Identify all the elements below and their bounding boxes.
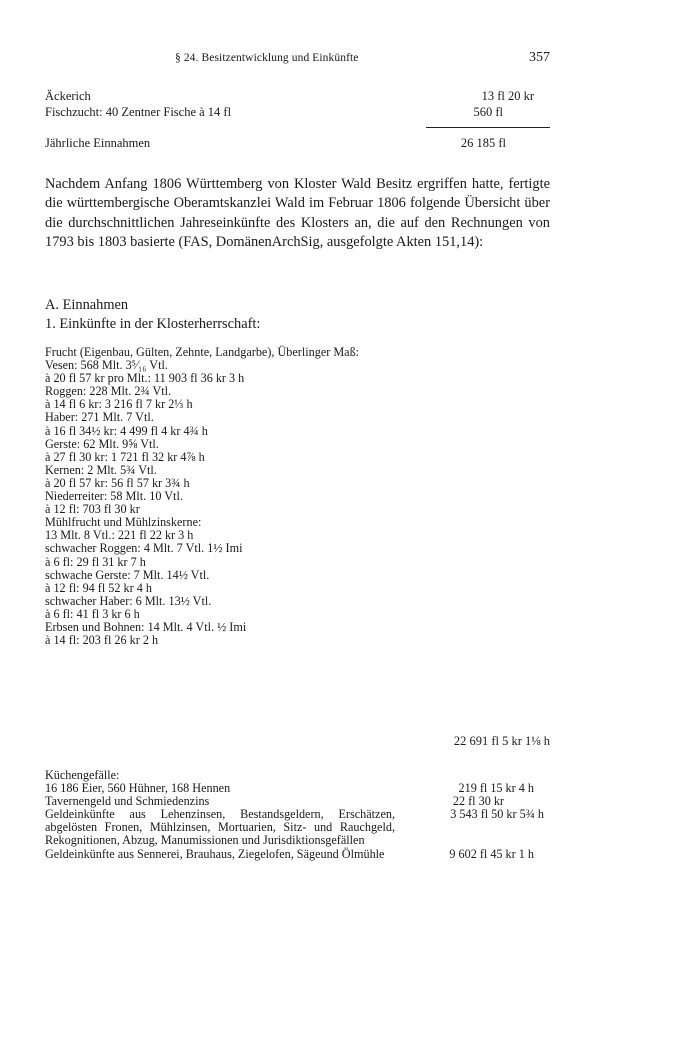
page-number: 357 — [529, 50, 550, 65]
list-item: Frucht (Eigenbau, Gülten, Zehnte, Landgarbe), Überlinger Maß: — [45, 345, 360, 359]
table-row — [45, 104, 550, 120]
row-label: Äckerich — [45, 89, 91, 103]
list-item: à 14 fl 6 kr: 3 216 fl 7 kr 2⅓ h — [45, 397, 193, 412]
body-paragraph: Nachdem Anfang 1806 Württemberg von Kloster Wald Besitz ergriffen hatte, fertigte die württembergische Oberamtskanzlei Wald im Februar 1806 folgende Übersicht über die durchschnittlichen Jahreseinkünfte des Klosters an, die auf den Rechnungen von 1793 bis 1803 basierte (FAS, DomänenArchSig, ausgefolgte Akten 151,14): — [45, 176, 550, 250]
table-row — [45, 88, 550, 104]
sum-rule — [426, 127, 550, 128]
income-entry-amount: 9 602 fl 45 kr 1 h — [449, 846, 534, 861]
row-label: Fischzucht: 40 Zentner Fische à 14 fl — [45, 105, 232, 119]
list-item: Roggen: 228 Mlt. 2¾ Vtl. — [45, 384, 172, 399]
kuechengefaelle-label: Küchengefälle: — [45, 768, 120, 782]
income-entry-text: Geldeinkünfte aus Sennerei, Brauhaus, Ziegelofen, Sägeund Ölmühle — [45, 846, 385, 861]
total-label: Jährliche Einnahmen — [45, 136, 151, 150]
income-entry-text: Tavernengeld und Schmiedenzins — [45, 794, 210, 809]
income-entry-amount: 219 fl 15 kr 4 h — [458, 781, 534, 796]
list-item: à 20 fl 57 kr pro Mlt.: 11 903 fl 36 kr 3 h — [45, 371, 245, 386]
list-item: à 20 fl 57 kr: 56 fl 57 kr 3¾ h — [45, 475, 190, 490]
row-value: 560 fl — [473, 105, 503, 119]
list-item: schwache Gerste: 7 Mlt. 14½ Vtl. — [45, 567, 210, 582]
list-item: schwacher Haber: 6 Mlt. 13½ Vtl. — [45, 593, 212, 608]
section-heading-1: 1. Einkünfte in der Klosterherrschaft: — [45, 316, 261, 332]
list-item: Kernen: 2 Mlt. 5¾ Vtl. — [45, 462, 157, 477]
total-row — [45, 135, 550, 151]
income-block — [45, 769, 550, 861]
frucht-list — [45, 346, 550, 647]
income-entry — [45, 848, 550, 861]
list-item: Haber: 271 Mlt. 7 Vtl. — [45, 410, 154, 425]
book-page — [45, 0, 550, 1042]
income-entry-amount: 22 fl 30 kr — [452, 794, 504, 809]
list-item: à 12 fl: 94 fl 52 kr 4 h — [45, 580, 152, 595]
list-item: à 12 fl: 703 fl 30 kr — [45, 502, 140, 517]
income-entry-amount: 3 543 fl 50 kr 5¾ h — [450, 807, 544, 822]
list-item: à 6 fl: 41 fl 3 kr 6 h — [45, 606, 140, 621]
frucht-total: 22 691 fl 5 kr 1⅛ h — [453, 734, 550, 748]
total-value: 26 185 fl — [460, 136, 506, 150]
row-value: 13 fl 20 kr — [481, 89, 534, 103]
list-item: Vesen: 568 Mlt. 3⁵⁄₁₆ Vtl. — [45, 358, 168, 373]
list-item: 13 Mlt. 8 Vtl.: 221 fl 22 kr 3 h — [45, 528, 194, 543]
income-entry-text: Geldeinkünfte aus Lehenzinsen, Bestandsgeldern, Erschätzen, abgelösten Fronen, Mühlzinsen, Mortuarien, Sitz- und Rauchgeld, Rekognitionen, Abzug, Manumissionen und Jurisdiktionsgefällen — [45, 807, 395, 848]
income-entry-text: 16 186 Eier, 560 Hühner, 168 Hennen — [45, 781, 231, 796]
list-item: à 16 fl 34½ kr: 4 499 fl 4 kr 4¾ h — [45, 423, 208, 438]
list-item: Gerste: 62 Mlt. 9⅝ Vtl. — [45, 436, 159, 451]
income-entry — [45, 808, 550, 847]
list-item: à 14 fl: 203 fl 26 kr 2 h — [45, 633, 159, 648]
list-item: Niederreiter: 58 Mlt. 10 Vtl. — [45, 489, 183, 504]
list-item: à 6 fl: 29 fl 31 kr 7 h — [45, 554, 146, 569]
list-item: Mühlfrucht und Mühlzinskerne: — [45, 515, 202, 530]
running-head-title: § 24. Besitzentwicklung und Einkünfte — [175, 52, 359, 64]
list-item: à 27 fl 30 kr: 1 721 fl 32 kr 4⅞ h — [45, 449, 205, 464]
list-item: Erbsen und Bohnen: 14 Mlt. 4 Vtl. ½ Imi — [45, 619, 247, 634]
running-head — [45, 52, 550, 70]
section-heading-a: A. Einnahmen — [45, 297, 129, 313]
list-item: schwacher Roggen: 4 Mlt. 7 Vtl. 1½ Imi — [45, 541, 243, 556]
